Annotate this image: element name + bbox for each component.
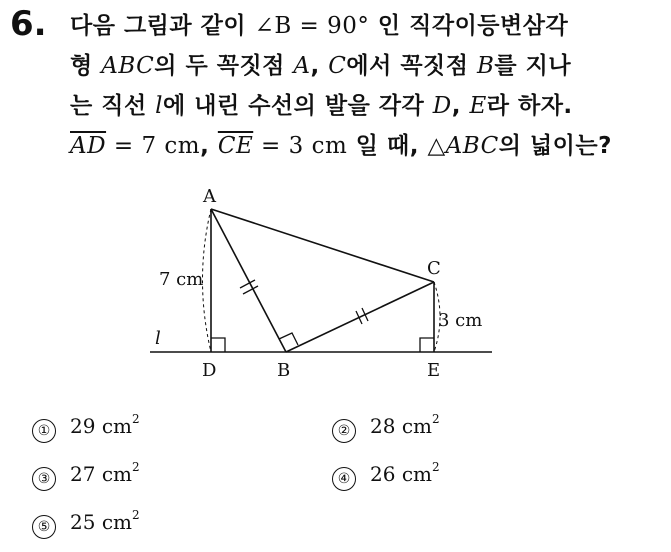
right-angle-mark-d bbox=[211, 338, 225, 352]
option-1[interactable]: ① 29 $cm^2$ bbox=[32, 414, 140, 441]
triangle-figure bbox=[130, 182, 510, 382]
option-5-number: ⑤ bbox=[32, 515, 56, 539]
label-ce-length: 3 cm bbox=[438, 310, 483, 331]
label-e: E bbox=[427, 360, 441, 381]
segment-ce: $\overline{CE}$ bbox=[217, 133, 254, 159]
stem-line-3: 는 직선 l에 내린 수선의 발을 각각 D, E라 하자. bbox=[70, 93, 573, 119]
segment-bc bbox=[286, 282, 434, 352]
label-d: D bbox=[202, 360, 217, 381]
option-3[interactable]: ③ 27 $cm^2$ bbox=[32, 462, 140, 489]
question-number: 6. bbox=[10, 4, 47, 44]
stem-line-2: 형 ABC의 두 꼭짓점 A, C에서 꼭짓점 B를 지나 bbox=[70, 53, 572, 79]
segment-ac bbox=[211, 209, 434, 282]
option-2-number: ② bbox=[332, 419, 356, 443]
tick-mark-bc-1 bbox=[356, 311, 362, 324]
label-ad-length: 7 cm bbox=[159, 269, 204, 290]
option-4[interactable]: ④ 26 $cm^2$ bbox=[332, 462, 440, 489]
brace-ad-arc bbox=[203, 209, 212, 352]
option-5[interactable]: ⑤ 25 $cm^2$ bbox=[32, 510, 140, 537]
segment-ad: $\overline{AD}$ bbox=[70, 133, 107, 159]
option-3-number: ③ bbox=[32, 467, 56, 491]
question-stem bbox=[70, 6, 650, 166]
option-4-number: ④ bbox=[332, 467, 356, 491]
label-c: C bbox=[427, 258, 441, 279]
tick-mark-ab-1 bbox=[240, 280, 255, 288]
stem-line-4: $\overline{AD} = 7$ cm, $\overline{CE} = 3$ cm 일 때, △ABC의 넓이는? bbox=[70, 133, 612, 159]
label-a: A bbox=[203, 186, 216, 207]
option-2[interactable]: ② 28 $cm^2$ bbox=[332, 414, 440, 441]
stem-line-1: 다음 그림과 같이 ∠B = 90° 인 직각이등변삼각 bbox=[70, 13, 569, 39]
option-1-number: ① bbox=[32, 419, 56, 443]
right-angle-mark-e bbox=[420, 338, 434, 352]
label-b: B bbox=[277, 360, 291, 381]
angle-b-expr: ∠B = 90° bbox=[254, 13, 370, 39]
label-line-l: l bbox=[155, 328, 161, 349]
